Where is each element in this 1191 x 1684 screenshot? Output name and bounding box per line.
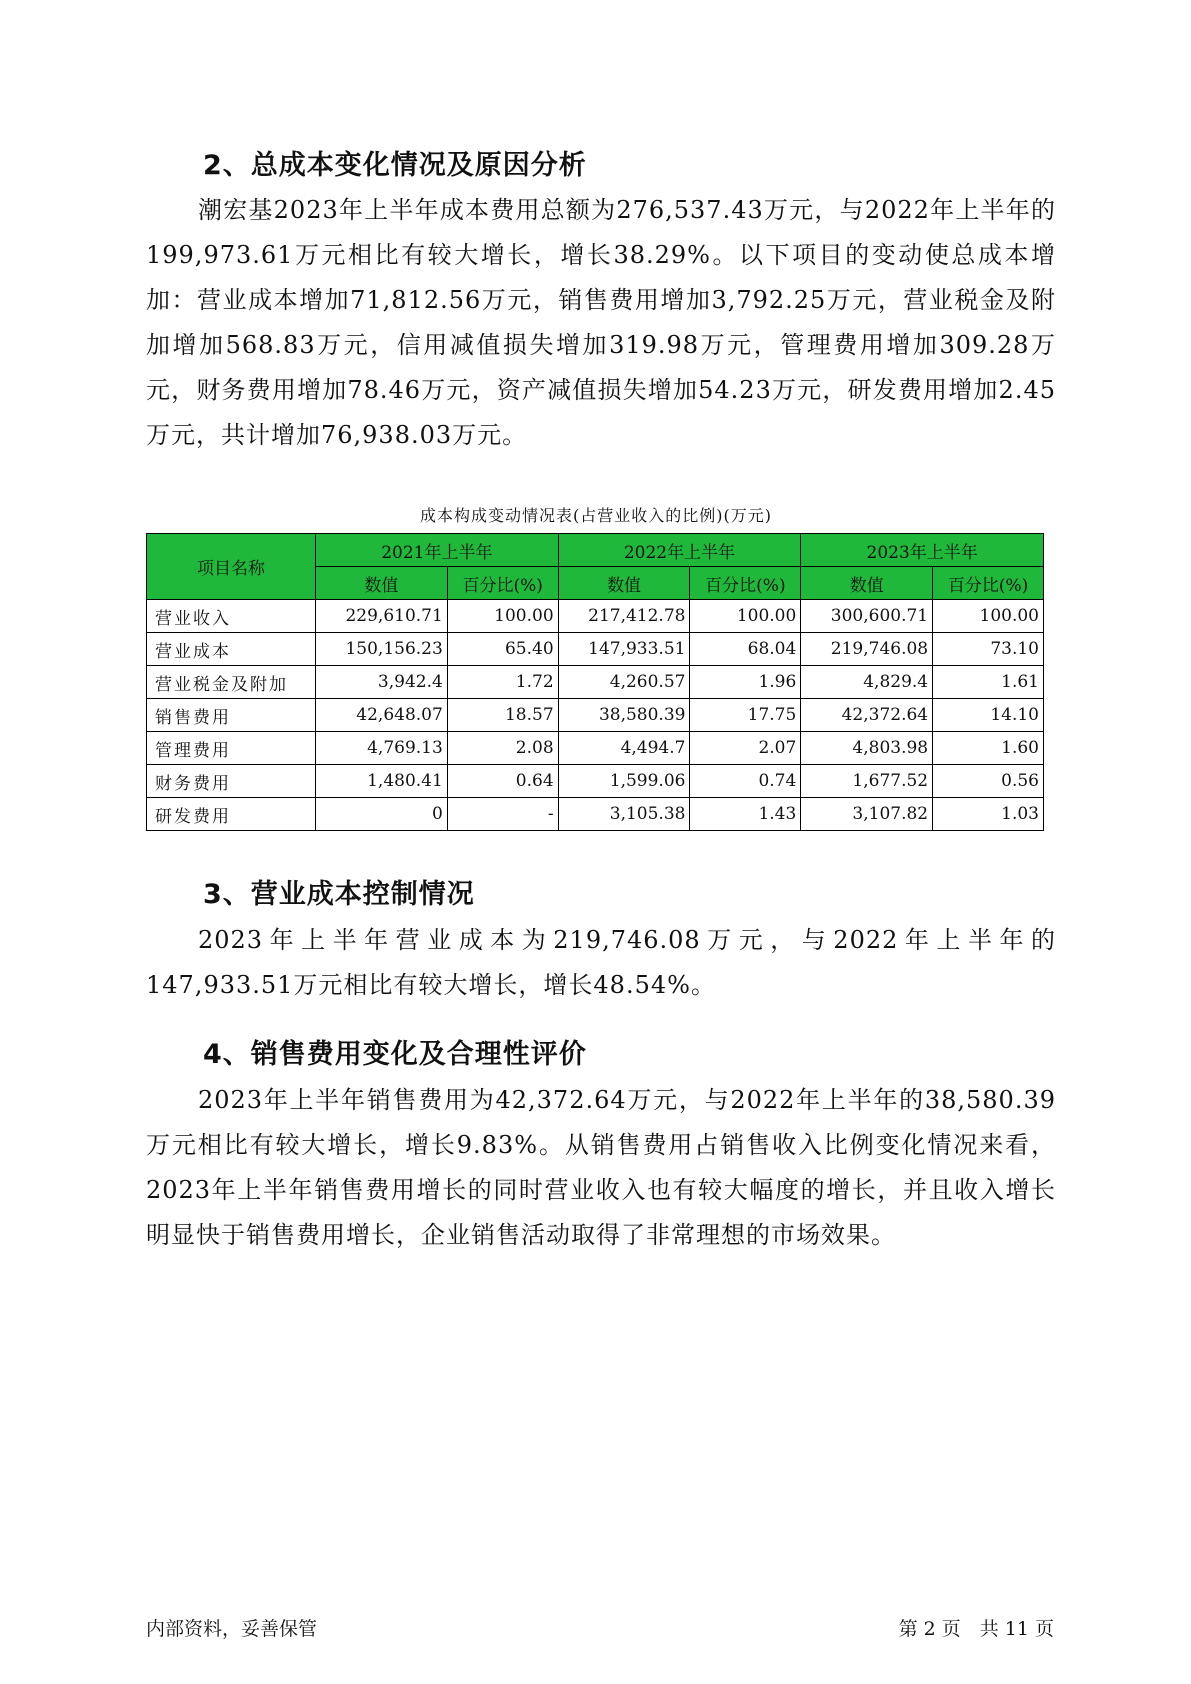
- cell-value-2023: 4,829.4: [801, 666, 933, 699]
- cell-percent-2021: -: [447, 798, 558, 831]
- cell-percent-2022: 0.74: [690, 765, 801, 798]
- sub-header-percent: 百分比(%): [933, 567, 1044, 600]
- cell-percent-2022: 2.07: [690, 732, 801, 765]
- cell-percent-2021: 2.08: [447, 732, 558, 765]
- cell-percent-2023: 1.61: [933, 666, 1044, 699]
- sub-header-percent: 百分比(%): [447, 567, 558, 600]
- section-4-paragraph: 2023年上半年销售费用为42,372.64万元，与2022年上半年的38,580.39万元相比有较大增长，增长9.83%。从销售费用占销售收入比例变化情况来看，2023年上半年销售费用增长的同时营业收入也有较大幅度的增长，并且收入增长明显快于销售费用增长，企业销售活动取得了非常理想的市场效果。: [146, 1086, 1056, 1249]
- cell-value-2023: 3,107.82: [801, 798, 933, 831]
- cell-percent-2023: 100.00: [933, 600, 1044, 633]
- cell-percent-2021: 1.72: [447, 666, 558, 699]
- cell-value-2022: 147,933.51: [558, 633, 690, 666]
- table-row: [147, 798, 1044, 831]
- table-row: [147, 699, 1044, 732]
- row-name: 管理费用: [147, 732, 316, 765]
- cell-value-2021: 150,156.23: [316, 633, 448, 666]
- cell-value-2021: 42,648.07: [316, 699, 448, 732]
- cell-value-2021: 229,610.71: [316, 600, 448, 633]
- cell-value-2023: 300,600.71: [801, 600, 933, 633]
- cell-percent-2021: 65.40: [447, 633, 558, 666]
- cell-value-2022: 38,580.39: [558, 699, 690, 732]
- cell-value-2021: 1,480.41: [316, 765, 448, 798]
- sub-header-percent: 百分比(%): [690, 567, 801, 600]
- cell-percent-2022: 1.43: [690, 798, 801, 831]
- sub-header-value: 数值: [801, 567, 933, 600]
- section-4-heading: 4、销售费用变化及合理性评价: [203, 1039, 587, 1070]
- cell-percent-2021: 0.64: [447, 765, 558, 798]
- row-name: 销售费用: [147, 699, 316, 732]
- table-row: [147, 666, 1044, 699]
- cell-value-2022: 4,260.57: [558, 666, 690, 699]
- table-row: [147, 633, 1044, 666]
- footer-page-number: 第 2 页 共 11 页: [898, 1618, 1054, 1640]
- item-name-header: 项目名称: [147, 534, 316, 600]
- cell-value-2022: 3,105.38: [558, 798, 690, 831]
- cell-value-2021: 4,769.13: [316, 732, 448, 765]
- cell-percent-2022: 17.75: [690, 699, 801, 732]
- row-name: 研发费用: [147, 798, 316, 831]
- cell-percent-2023: 1.03: [933, 798, 1044, 831]
- cell-percent-2021: 18.57: [447, 699, 558, 732]
- table-row: [147, 765, 1044, 798]
- table-row: [147, 600, 1044, 633]
- row-name: 营业收入: [147, 600, 316, 633]
- cell-value-2021: 0: [316, 798, 448, 831]
- year-header-2022: 2022年上半年: [558, 534, 801, 567]
- row-name: 营业成本: [147, 633, 316, 666]
- table-caption: 成本构成变动情况表(占营业收入的比例)(万元): [420, 506, 772, 525]
- cell-value-2023: 1,677.52: [801, 765, 933, 798]
- cell-value-2021: 3,942.4: [316, 666, 448, 699]
- cell-value-2023: 4,803.98: [801, 732, 933, 765]
- sub-header-value: 数值: [316, 567, 448, 600]
- cell-percent-2023: 0.56: [933, 765, 1044, 798]
- sub-header-value: 数值: [558, 567, 690, 600]
- section-3-paragraph: 2023年上半年营业成本为219,746.08万元，与2022年上半年的147,933.51万元相比有较大增长，增长48.54%。: [146, 926, 1056, 999]
- footer-confidential-note: 内部资料，妥善保管: [146, 1618, 318, 1640]
- cell-value-2022: 217,412.78: [558, 600, 690, 633]
- table-row: [147, 732, 1044, 765]
- cell-percent-2022: 100.00: [690, 600, 801, 633]
- cell-percent-2021: 100.00: [447, 600, 558, 633]
- section-2-paragraph: 潮宏基2023年上半年成本费用总额为276,537.43万元，与2022年上半年的199,973.61万元相比有较大增长，增长38.29%。以下项目的变动使总成本增加：营业成本增加71,812.56万元，销售费用增加3,792.25万元，营业税金及附加增加568.83万元，信用减值损失增加319.98万元，管理费用增加309.28万元，财务费用增加78.46万元，资产减值损失增加54.23万元，研发费用增加2.45万元，共计增加76,938.03万元。: [146, 196, 1056, 449]
- cell-percent-2023: 1.60: [933, 732, 1044, 765]
- year-header-2023: 2023年上半年: [801, 534, 1044, 567]
- cell-percent-2023: 14.10: [933, 699, 1044, 732]
- cell-percent-2022: 1.96: [690, 666, 801, 699]
- year-header-2021: 2021年上半年: [316, 534, 559, 567]
- cost-structure-table: [146, 533, 1044, 831]
- section-3-heading: 3、营业成本控制情况: [203, 879, 475, 910]
- cell-value-2023: 42,372.64: [801, 699, 933, 732]
- cell-percent-2022: 68.04: [690, 633, 801, 666]
- cell-percent-2023: 73.10: [933, 633, 1044, 666]
- row-name: 营业税金及附加: [147, 666, 316, 699]
- cell-value-2022: 4,494.7: [558, 732, 690, 765]
- cell-value-2022: 1,599.06: [558, 765, 690, 798]
- row-name: 财务费用: [147, 765, 316, 798]
- section-2-heading: 2、总成本变化情况及原因分析: [203, 150, 587, 181]
- cell-value-2023: 219,746.08: [801, 633, 933, 666]
